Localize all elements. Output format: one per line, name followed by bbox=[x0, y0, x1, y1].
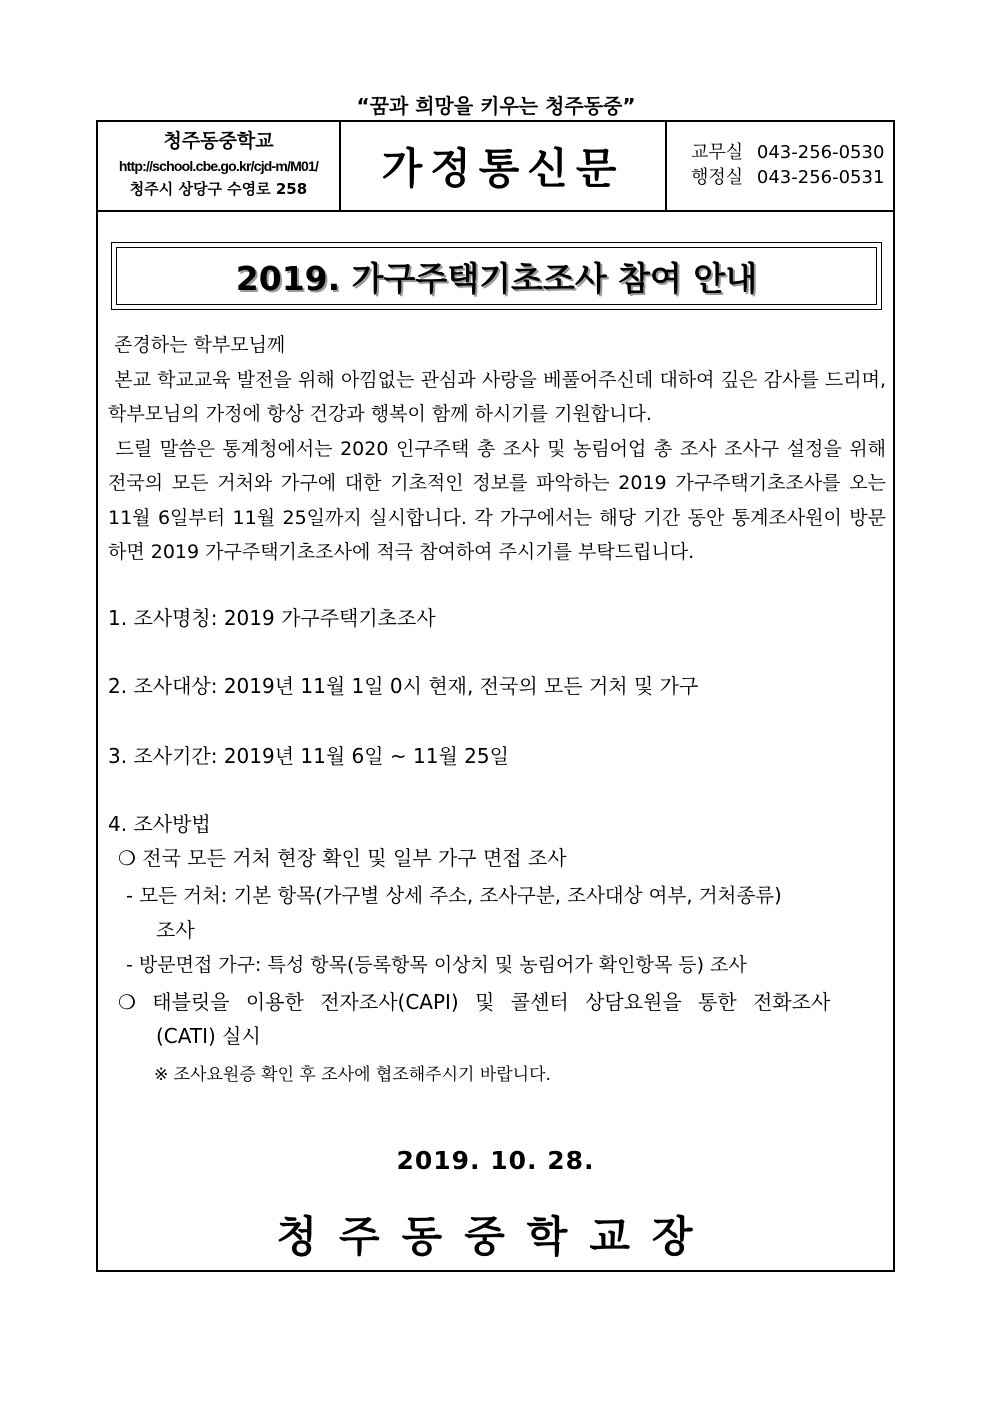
contact-label: 행정실 bbox=[691, 167, 744, 188]
survey-item: 4. 조사방법 bbox=[108, 812, 211, 836]
school-motto: “꿈과 희망을 키우는 청주동중” bbox=[356, 94, 636, 118]
method-bullet-cont: (CATI) 실시 bbox=[156, 1024, 261, 1048]
contact-info bbox=[667, 122, 893, 210]
newsletter-frame bbox=[96, 120, 895, 1272]
method-bullet: ❍ 태블릿을 이용한 전자조사(CAPI) 및 콜센터 상담요원을 통한 전화조사 bbox=[118, 990, 831, 1014]
contact-line bbox=[691, 140, 893, 165]
survey-item: 2. 조사대상: 2019년 11월 1일 0시 현재, 전국의 모든 거처 및 가구 bbox=[108, 674, 699, 698]
notice-title: 2019. 가구주택기초조사 참여 안내 bbox=[116, 247, 877, 305]
contact-label: 교무실 bbox=[691, 142, 744, 163]
salutation: 존경하는 학부모님께 bbox=[114, 334, 286, 356]
method-sub-item: - 방문면접 가구: 특성 항목(등록항목 이상치 및 농림어가 확인항목 등) 조사 bbox=[126, 954, 747, 976]
issue-date: 2019. 10. 28. bbox=[396, 1146, 595, 1175]
survey-item: 3. 조사기간: 2019년 11월 6일 ~ 11월 25일 bbox=[108, 744, 509, 768]
method-note: ※ 조사요원증 확인 후 조사에 협조해주시기 바랍니다. bbox=[154, 1065, 551, 1085]
school-name: 청주동중학교 bbox=[163, 130, 274, 152]
contact-phone: 043-256-0531 bbox=[756, 167, 885, 188]
principal-signature: 청주동중학교장 bbox=[276, 1212, 715, 1261]
contact-phone: 043-256-0530 bbox=[756, 142, 885, 163]
school-address: 청주시 상당구 수영로 258 bbox=[129, 180, 308, 198]
method-sub-item-cont: 조사 bbox=[156, 918, 195, 942]
method-bullet: ❍ 전국 모든 거처 현장 확인 및 일부 가구 면접 조사 bbox=[118, 846, 567, 870]
school-info bbox=[98, 122, 341, 210]
method-sub-item: - 모든 거처: 기본 항목(가구별 상세 주소, 조사구분, 조사대상 여부, 거처종류) bbox=[126, 884, 782, 907]
letter-body bbox=[108, 328, 886, 570]
paragraph: 드릴 말씀은 통계청에서는 2020 인구주택 총 조사 및 농림어업 총 조사 조사구 설정을 위해 전국의 모든 거처와 가구에 대한 기초적인 정보를 파악하는 2019 가구주택기초조사를 오는 11월 6일부터 11월 25일까지 실시합니다. 각 가구에서는 해당 기간 동안 통계조사원이 방문하면 2019 가구주택기초조사에 적극 참여하여 주시기를 부탁드립니다. bbox=[108, 437, 886, 563]
paragraph: 본교 학교교육 발전을 위해 아낌없는 관심과 사랑을 베풀어주신데 대하여 깊은 감사를 드리며, 학부모님의 가정에 항상 건강과 행복이 함께 하시기를 기원합니다. bbox=[108, 368, 886, 425]
contact-line bbox=[691, 165, 893, 190]
school-url: http://school.cbe.go.kr/cjd-m/M01/ bbox=[118, 158, 319, 174]
document-title: 가정통신문 bbox=[341, 122, 667, 210]
letterhead bbox=[98, 122, 893, 212]
survey-item: 1. 조사명칭: 2019 가구주택기초조사 bbox=[108, 606, 436, 630]
notice-title-box bbox=[111, 242, 882, 310]
